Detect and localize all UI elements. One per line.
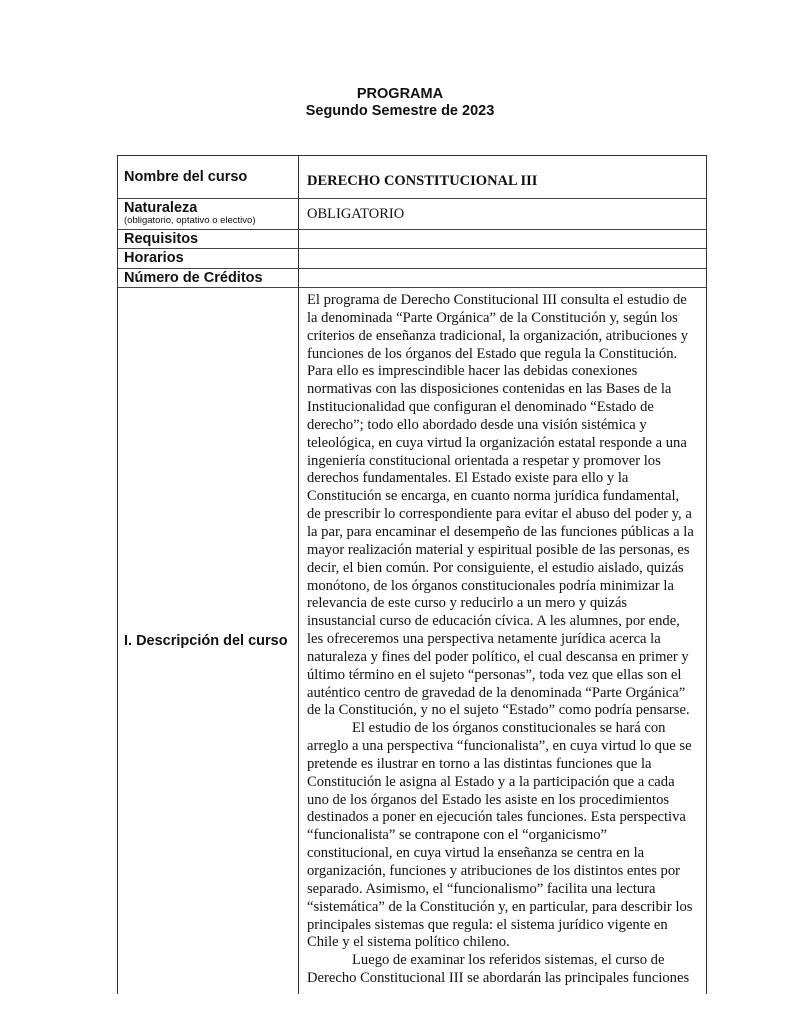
row-description: [118, 288, 706, 994]
description-line: El estudio de los órganos constitucionales se hará con: [352, 720, 666, 737]
course-name-value: DERECHO CONSTITUCIONAL III: [307, 173, 538, 189]
description-line: normativas con las disposiciones contenidas en las Bases de la: [307, 381, 672, 398]
document-subtitle: Segundo Semestre de 2023: [305, 103, 495, 119]
description-line: criterios de enseñanza tradicional, la organización, atribuciones y: [307, 327, 689, 344]
description-line: derecho”; todo ello abordado desde una visión sistémica y: [307, 416, 647, 433]
description-line: derechos fundamentales. El Estado existe para ello y la: [307, 470, 629, 487]
row-schedule: [118, 249, 706, 269]
description-line: relevancia de este curso y reducirlo a un mero y quizás: [307, 595, 628, 612]
description-line: arreglo a una perspectiva “funcionalista”, en cuya virtud lo que se: [307, 738, 692, 755]
document-title: PROGRAMA: [356, 86, 444, 102]
credits-value: [299, 269, 706, 287]
description-line: Chile y el sistema político chileno.: [307, 934, 510, 951]
description-text: [299, 288, 706, 994]
row-requirements: [118, 230, 706, 249]
course-name-label: Nombre del curso: [118, 156, 299, 198]
description-line: mayor realización material y espiritual posible de las personas, es: [307, 541, 690, 558]
description-line: uno de los órganos del Estado les asiste en los procedimientos: [307, 791, 670, 808]
description-line: teleológica, en cuya virtud la organización estatal responde a una: [307, 434, 687, 451]
description-line: último término en el sujeto “personas”, toda vez que ellas son el: [307, 666, 682, 683]
description-line: pretende es ilustrar en torno a las distintas funciones que la: [307, 755, 652, 772]
requirements-value: [299, 230, 706, 248]
description-line: funciones de los órganos del Estado que regula la Constitución.: [307, 345, 678, 362]
description-line: separado. Asimismo, el “funcionalismo” facilita una lectura: [307, 880, 656, 897]
description-line: Constitución se encarga, en cuanto norma jurídica fundamental,: [307, 488, 680, 505]
description-line: El programa de Derecho Constitucional III consulta el estudio de: [307, 292, 687, 308]
course-program-table: [117, 155, 707, 994]
description-line: naturaleza y fines del poder político, el cual descansa en primer y: [307, 648, 689, 665]
description-line: auténtico centro de gravedad de la denominada “Parte Orgánica”: [307, 684, 686, 701]
description-line: destinados a poner en ejecución tales funciones. Esta perspectiva: [307, 809, 686, 826]
schedule-label: Horarios: [118, 249, 299, 268]
description-line: constitucional, en cuya virtud la enseñanza se centra en la: [307, 845, 645, 862]
description-label: I. Descripción del curso: [124, 632, 288, 649]
credits-label: Número de Créditos: [118, 269, 299, 287]
row-credits: [118, 269, 706, 288]
description-line: la denominada “Parte Orgánica” de la Constitución y, según los: [307, 309, 678, 326]
nature-value: OBLIGATORIO: [307, 206, 405, 222]
description-line: “sistemática” de la Constitución y, en particular, para describir los: [307, 898, 693, 915]
description-line: organización, funciones y atribuciones de los distintos entes por: [307, 863, 681, 879]
description-line: Para ello es imprescindible hacer las debidas conexiones: [307, 363, 638, 380]
schedule-value: [299, 249, 706, 268]
description-line: insustancial curso de educación cívica. A les alumnes, por ende,: [307, 613, 680, 630]
row-nature: [118, 199, 706, 230]
description-line: ingeniería constitucional orientada a respetar y promover los: [307, 452, 661, 469]
description-line: Institucionalidad que configuran el denominado “Estado de: [307, 399, 654, 416]
description-line: monótono, de los órganos constitucionales podría minimizar la: [307, 577, 674, 594]
description-line: Derecho Constitucional III se abordarán las principales funciones: [307, 970, 690, 987]
description-line: Luego de examinar los referidos sistemas, el curso de: [352, 952, 665, 969]
description-line: “funcionalista” se contrapone con el “organicismo”: [307, 827, 607, 844]
description-line: les ofreceremos una perspectiva netamente jurídica acerca la: [307, 631, 661, 648]
description-line: de la Constitución, y no el sujeto “Estado” como podría pensarse.: [307, 702, 690, 719]
row-course-name: [118, 156, 706, 199]
requirements-label: Requisitos: [118, 230, 299, 248]
description-line: de prescribir lo correspondiente para evitar el abuso del poder y, a: [307, 506, 692, 523]
description-line: Constitución le asigna al Estado y a la participación que a cada: [307, 773, 675, 790]
nature-label-cell: [118, 199, 299, 229]
description-line: principales sistemas que regula: el sistema jurídico vigente en: [307, 916, 668, 933]
description-label-cell: [118, 288, 299, 994]
description-line: decir, el bien común. Por consiguiente, el estudio aislado, quizás: [307, 559, 684, 576]
description-line: la par, para encaminar el desempeño de las funciones públicas a la: [307, 523, 694, 540]
nature-hint: (obligatorio, optativo o electivo): [124, 215, 256, 226]
nature-label: Naturaleza: [124, 200, 198, 216]
